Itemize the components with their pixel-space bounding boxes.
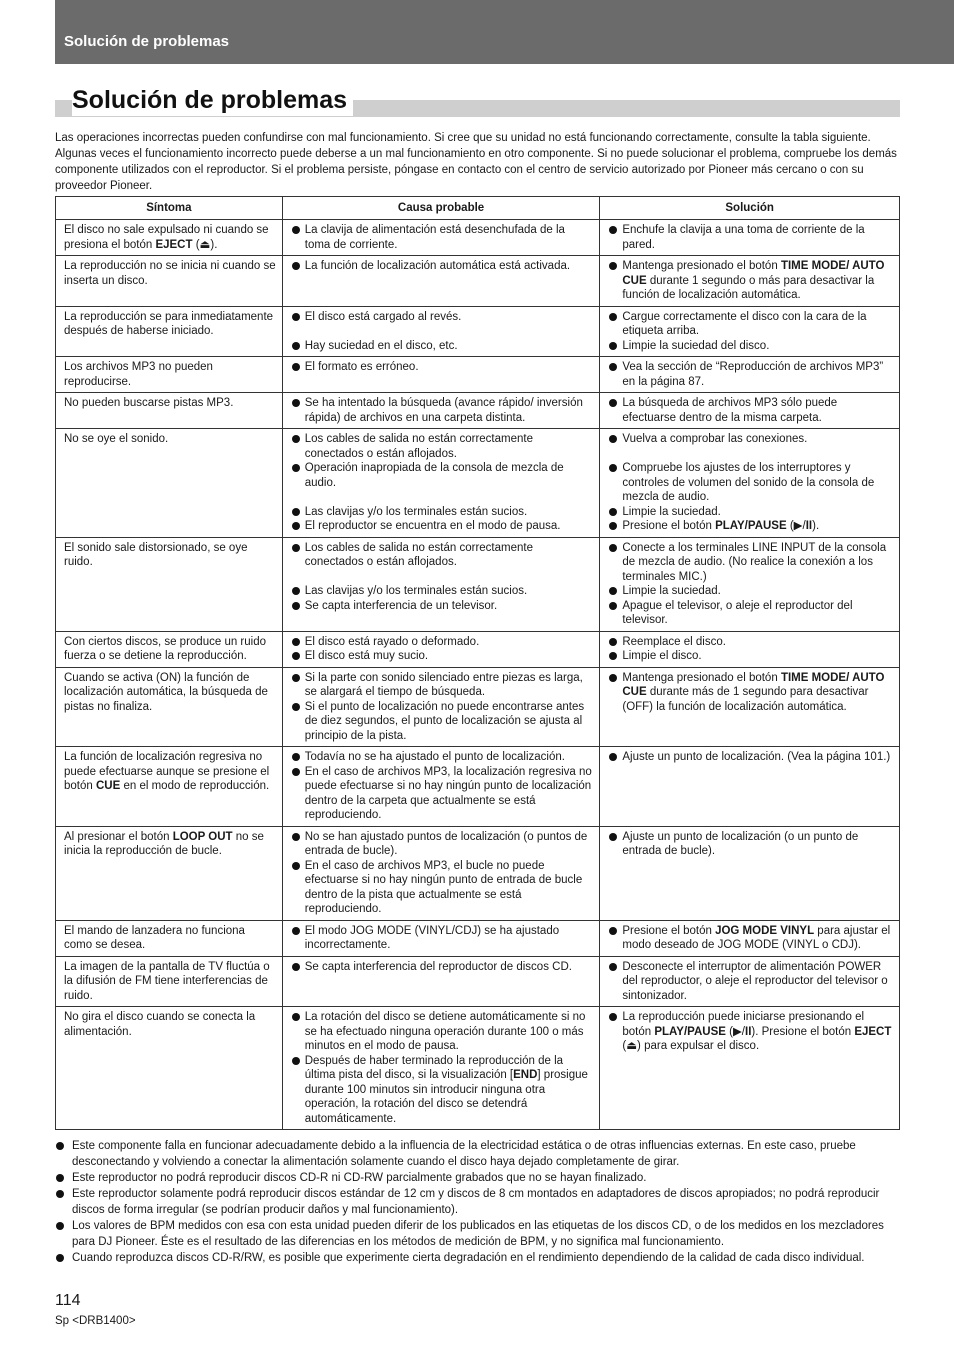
solution-item: Compruebe los ajustes de los interruptores y controles de volumen del sonido de la consola de mezcla de audio. [608, 461, 893, 505]
solution-item: Desconecte el interruptor de alimentación POWER del reproductor, o aleje el reproductor del televisor o sintonizador. [608, 960, 893, 1004]
symptom-cell: La función de localización regresiva no puede efectuarse aunque se presione el botón CUE en el modo de reproducción. [56, 747, 283, 827]
cause-cell [282, 306, 600, 357]
header-cause: Causa probable [282, 197, 600, 220]
cause-list [291, 396, 594, 425]
note-item: Los valores de BPM medidos con esa con esta unidad pueden diferir de los publicados en las etiquetas de los discos CD, o de los medidos en los mezcladores para DJ Pioneer. Éste es el resultado de las diferencias en los métodos de medición de BPM, y no significa mal funcionamiento. [55, 1218, 900, 1250]
solution-item: La búsqueda de archivos MP3 sólo puede efectuarse dentro de la misma carpeta. [608, 396, 893, 425]
cause-cell [282, 256, 600, 307]
cause-item: Los cables de salida no están correctamente conectados o están aflojados. [291, 432, 594, 461]
table-header-row [56, 197, 900, 220]
cause-item: Se capta interferencia de un televisor. [291, 599, 594, 614]
solution-item: Presione el botón JOG MODE VINYL para ajustar el modo deseado de JOG MODE (VINYL o CDJ). [608, 924, 893, 953]
table-row [56, 306, 900, 357]
solution-item: Enchufe la clavija a una toma de corriente de la pared. [608, 223, 893, 252]
solution-item: Limpie la suciedad. [608, 505, 893, 520]
solution-cell [600, 826, 900, 920]
table-row [56, 429, 900, 538]
solution-cell [600, 256, 900, 307]
solution-item: Ajuste un punto de localización (o un punto de entrada de bucle). [608, 830, 893, 859]
table-row [56, 826, 900, 920]
solution-item: Mantenga presionado el botón TIME MODE/ AUTO CUE durante más de 1 segundo para desactivar (OFF) la función de localización automática. [608, 671, 893, 715]
solution-item: Vea la sección de “Reproducción de archivos MP3” en la página 87. [608, 360, 893, 389]
cause-cell [282, 537, 600, 631]
solution-list [608, 635, 893, 664]
solution-list [608, 259, 893, 303]
cause-item: El disco está muy sucio. [291, 649, 594, 664]
cause-cell [282, 1007, 600, 1130]
symptom-cell: El sonido sale distorsionado, se oye ruido. [56, 537, 283, 631]
solution-cell [600, 747, 900, 827]
solution-cell [600, 956, 900, 1007]
solution-item: Reemplace el disco. [608, 635, 893, 650]
cause-item: La rotación del disco se detiene automáticamente si no se ha efectuado ninguna operación durante 100 o más minutos en el modo de pausa. [291, 1010, 594, 1054]
cause-list [291, 541, 594, 614]
cause-item: Hay suciedad en el disco, etc. [291, 339, 594, 354]
symptom-cell: La reproducción se para inmediatamente después de haberse iniciado. [56, 306, 283, 357]
solution-list [608, 830, 893, 859]
cause-item: En el caso de archivos MP3, la localización regresiva no puede efectuarse si no hay ningún punto de localización dentro de la carpeta que actualmente se está reproduciendo. [291, 765, 594, 823]
table-row [56, 393, 900, 429]
note-item: Este reproductor solamente podrá reproducir discos estándar de 12 cm y discos de 8 cm montados en adaptadores de discos apropiados; no podrá reproducir discos de forma irregular (se podrían producir daños y mal funcionamiento). [55, 1186, 900, 1218]
solution-cell [600, 667, 900, 747]
solution-list [608, 310, 893, 354]
solution-item: Cargue correctamente el disco con la cara de la etiqueta arriba. [608, 310, 893, 339]
solution-cell [600, 306, 900, 357]
symptom-cell: Los archivos MP3 no pueden reproducirse. [56, 357, 283, 393]
cause-item: El disco está rayado o deformado. [291, 635, 594, 650]
table-row [56, 667, 900, 747]
cause-item: Si la parte con sonido silenciado entre piezas es larga, se alargará el tiempo de búsqueda. [291, 671, 594, 700]
cause-item: Después de haber terminado la reproducción de la última pista del disco, si la visualización [END] prosigue durante 100 minutos sin introducir ninguna otra operación, la rotación del disco se detendrá automáticamente. [291, 1054, 594, 1127]
cause-list [291, 259, 594, 274]
symptom-cell: No se oye el sonido. [56, 429, 283, 538]
cause-cell [282, 393, 600, 429]
solution-item: Ajuste un punto de localización. (Vea la página 101.) [608, 750, 893, 765]
cause-list [291, 750, 594, 823]
cause-item: El formato es erróneo. [291, 360, 594, 375]
solution-list [608, 223, 893, 252]
table-row [56, 956, 900, 1007]
table-row [56, 1007, 900, 1130]
solution-cell [600, 920, 900, 956]
solution-list [608, 360, 893, 389]
troubleshooting-table [55, 196, 900, 1130]
solution-cell [600, 1007, 900, 1130]
page-title-block [55, 84, 900, 120]
cause-item: No se han ajustado puntos de localización (o puntos de entrada de bucle). [291, 830, 594, 859]
table-row [56, 256, 900, 307]
symptom-cell: El disco no sale expulsado ni cuando se presiona el botón EJECT (⏏). [56, 220, 283, 256]
cause-list [291, 1010, 594, 1126]
cause-item: Si el punto de localización no puede encontrarse antes de diez segundos, el punto de localización se ajusta al principio de la pista. [291, 700, 594, 744]
cause-list [291, 432, 594, 534]
cause-cell [282, 667, 600, 747]
cause-list [291, 671, 594, 744]
cause-cell [282, 920, 600, 956]
solution-cell [600, 220, 900, 256]
cause-cell [282, 220, 600, 256]
table-row [56, 920, 900, 956]
cause-list [291, 830, 594, 917]
table-row [56, 537, 900, 631]
symptom-cell: Cuando se activa (ON) la función de localización automática, la búsqueda de pistas no finaliza. [56, 667, 283, 747]
solution-list [608, 396, 893, 425]
cause-item: Se capta interferencia del reproductor de discos CD. [291, 960, 594, 975]
cause-item: El modo JOG MODE (VINYL/CDJ) se ha ajustado incorrectamente. [291, 924, 594, 953]
solution-list [608, 1010, 893, 1054]
solution-item: Presione el botón PLAY/PAUSE (▶/II). [608, 519, 893, 534]
cause-item: Se ha intentado la búsqueda (avance rápido/ inversión rápida) de archivos en una carpeta distinta. [291, 396, 594, 425]
cause-cell [282, 429, 600, 538]
symptom-cell: La reproducción no se inicia ni cuando se inserta un disco. [56, 256, 283, 307]
cause-list [291, 360, 594, 375]
cause-list [291, 310, 594, 354]
note-item: Cuando reproduzca discos CD-R/RW, es posible que experimente cierta degradación en el rendimiento dependiendo de la calidad de cada disco individual. [55, 1250, 900, 1266]
solution-cell [600, 537, 900, 631]
solution-list [608, 541, 893, 628]
note-item: Este componente falla en funcionar adecuadamente debido a la influencia de la electricidad estática o de otras influencias externas. En este caso, pruebe desconectando y volviendo a conectar la alimentación solamente cuando el disco haya dejado completamente de girar. [55, 1138, 900, 1170]
symptom-cell: Con ciertos discos, se produce un ruido fuerza o se detiene la reproducción. [56, 631, 283, 667]
solution-item: Vuelva a comprobar las conexiones. [608, 432, 893, 447]
solution-item: Limpie el disco. [608, 649, 893, 664]
cause-item: La función de localización automática está activada. [291, 259, 594, 274]
section-title: Solución de problemas [64, 33, 230, 50]
note-item: Este reproductor no podrá reproducir discos CD-R ni CD-RW parcialmente grabados que no se hayan finalizado. [55, 1170, 900, 1186]
solution-list [608, 432, 893, 534]
solution-item: Apague el televisor, o aleje el reproductor del televisor. [608, 599, 893, 628]
solution-item: La reproducción puede iniciarse presionando el botón PLAY/PAUSE (▶/II). Presione el botón EJECT (⏏) para expulsar el disco. [608, 1010, 893, 1054]
cause-list [291, 223, 594, 252]
solution-cell [600, 429, 900, 538]
table-row [56, 631, 900, 667]
cause-item: En el caso de archivos MP3, el bucle no puede efectuarse si no hay ningún punto de entrada de bucle dentro de la pista que actualmente se está reproduciendo. [291, 859, 594, 917]
cause-list [291, 924, 594, 953]
cause-item: Operación inapropiada de la consola de mezcla de audio. [291, 461, 594, 490]
solution-cell [600, 357, 900, 393]
intro-paragraph: Las operaciones incorrectas pueden confundirse con mal funcionamiento. Si cree que su unidad no está funcionando correctamente, consulte la tabla siguiente. Algunas veces el funcionamiento incorrecto puede deberse a un mal funcionamiento en otro componente. Si no puede solucionar el problema, compruebe los demás componente utilizados con el reproductor. Si el problema persiste, póngase en contacto con el centro de servicio autorizado por Pioneer más cercano o con su proveedor Pioneer. [55, 132, 897, 192]
symptom-cell: La imagen de la pantalla de TV fluctúa o la difusión de FM tiene interferencias de ruido. [56, 956, 283, 1007]
symptom-cell: No gira el disco cuando se conecta la alimentación. [56, 1007, 283, 1130]
document-code: Sp <DRB1400> [55, 1315, 136, 1327]
cause-item: Las clavijas y/o los terminales están sucios. [291, 584, 594, 599]
cause-item: El reproductor se encuentra en el modo de pausa. [291, 519, 594, 534]
cause-cell [282, 631, 600, 667]
table-body [56, 220, 900, 1130]
cause-item: Las clavijas y/o los terminales están sucios. [291, 505, 594, 520]
cause-list [291, 635, 594, 664]
header-bar [55, 0, 954, 64]
solution-item: Limpie la suciedad del disco. [608, 339, 893, 354]
symptom-cell: El mando de lanzadera no funciona como se desea. [56, 920, 283, 956]
table-row [56, 220, 900, 256]
solution-item: Mantenga presionado el botón TIME MODE/ AUTO CUE durante 1 segundo o más para desactivar la función de localización automática. [608, 259, 893, 303]
page-number: 114 [55, 1292, 81, 1309]
notes-list [55, 1138, 900, 1266]
solution-cell [600, 631, 900, 667]
solution-list [608, 924, 893, 953]
solution-list [608, 960, 893, 1004]
table-row [56, 357, 900, 393]
header-solution: Solución [600, 197, 900, 220]
table-row [56, 747, 900, 827]
cause-item: La clavija de alimentación está desenchufada de la toma de corriente. [291, 223, 594, 252]
solution-item: Conecte a los terminales LINE INPUT de la consola de mezcla de audio. (No realice la conexión a los terminales MIC.) [608, 541, 893, 585]
cause-cell [282, 747, 600, 827]
solution-cell [600, 393, 900, 429]
cause-item: El disco está cargado al revés. [291, 310, 594, 325]
solution-item: Limpie la suciedad. [608, 584, 893, 599]
solution-list [608, 671, 893, 715]
cause-cell [282, 956, 600, 1007]
cause-list [291, 960, 594, 975]
symptom-cell: Al presionar el botón LOOP OUT no se inicia la reproducción de bucle. [56, 826, 283, 920]
cause-cell [282, 826, 600, 920]
header-symptom: Síntoma [56, 197, 283, 220]
page-title: Solución de problemas [72, 84, 353, 116]
cause-item: Los cables de salida no están correctamente conectados o están aflojados. [291, 541, 594, 570]
cause-item: Todavía no se ha ajustado el punto de localización. [291, 750, 594, 765]
cause-cell [282, 357, 600, 393]
solution-list [608, 750, 893, 765]
symptom-cell: No pueden buscarse pistas MP3. [56, 393, 283, 429]
